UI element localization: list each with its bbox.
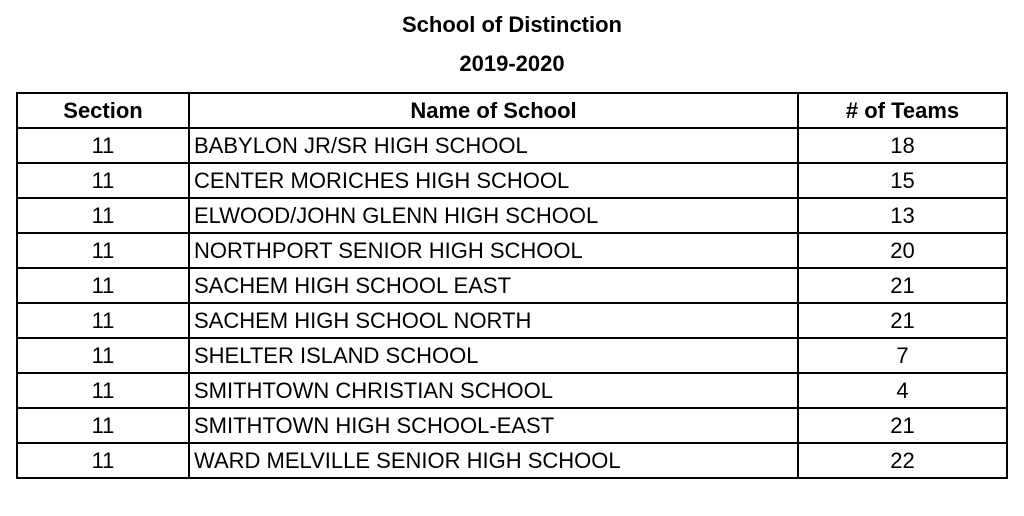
cell-team-count: 13 — [798, 198, 1007, 233]
table-row — [17, 128, 1007, 163]
header-team-count: # of Teams — [798, 93, 1007, 128]
table-row — [17, 233, 1007, 268]
page-subtitle: 2019-2020 — [459, 51, 565, 76]
header-school-name: Name of School — [189, 93, 798, 128]
page-title: School of Distinction — [402, 12, 622, 37]
cell-school-name: SACHEM HIGH SCHOOL NORTH — [189, 303, 798, 338]
cell-section: 11 — [17, 303, 189, 338]
cell-school-name: WARD MELVILLE SENIOR HIGH SCHOOL — [189, 443, 798, 478]
cell-section: 11 — [17, 233, 189, 268]
cell-team-count: 20 — [798, 233, 1007, 268]
cell-school-name: NORTHPORT SENIOR HIGH SCHOOL — [189, 233, 798, 268]
cell-team-count: 7 — [798, 338, 1007, 373]
cell-section: 11 — [17, 408, 189, 443]
table-row — [17, 373, 1007, 408]
cell-section: 11 — [17, 373, 189, 408]
table-row — [17, 268, 1007, 303]
cell-section: 11 — [17, 338, 189, 373]
cell-school-name: SMITHTOWN HIGH SCHOOL-EAST — [189, 408, 798, 443]
cell-team-count: 21 — [798, 303, 1007, 338]
cell-team-count: 18 — [798, 128, 1007, 163]
cell-team-count: 15 — [798, 163, 1007, 198]
table-row — [17, 163, 1007, 198]
cell-section: 11 — [17, 128, 189, 163]
cell-team-count: 22 — [798, 443, 1007, 478]
table-row — [17, 198, 1007, 233]
cell-school-name: ELWOOD/JOHN GLENN HIGH SCHOOL — [189, 198, 798, 233]
cell-section: 11 — [17, 198, 189, 233]
cell-school-name: SHELTER ISLAND SCHOOL — [189, 338, 798, 373]
cell-section: 11 — [17, 163, 189, 198]
cell-section: 11 — [17, 443, 189, 478]
cell-team-count: 21 — [798, 268, 1007, 303]
header-section: Section — [17, 93, 189, 128]
table-row — [17, 338, 1007, 373]
cell-school-name: CENTER MORICHES HIGH SCHOOL — [189, 163, 798, 198]
table-row — [17, 303, 1007, 338]
table-row — [17, 408, 1007, 443]
table-row — [17, 443, 1007, 478]
cell-school-name: SACHEM HIGH SCHOOL EAST — [189, 268, 798, 303]
cell-school-name: SMITHTOWN CHRISTIAN SCHOOL — [189, 373, 798, 408]
cell-team-count: 4 — [798, 373, 1007, 408]
cell-section: 11 — [17, 268, 189, 303]
schools-table — [16, 92, 1008, 479]
table-header-row — [17, 93, 1007, 128]
cell-school-name: BABYLON JR/SR HIGH SCHOOL — [189, 128, 798, 163]
cell-team-count: 21 — [798, 408, 1007, 443]
